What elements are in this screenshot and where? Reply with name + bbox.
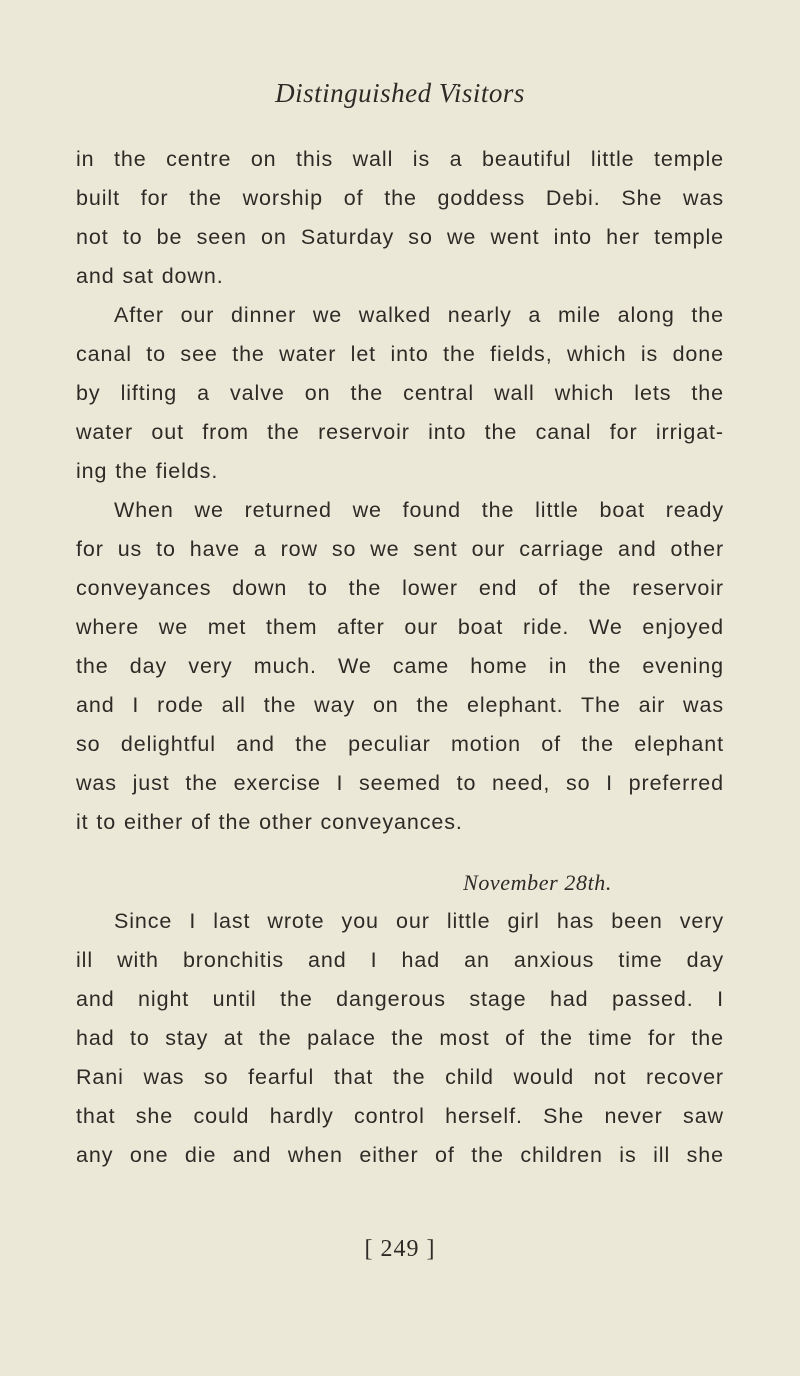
text-line: Since I last wrote you our little girl has been very bbox=[114, 909, 724, 933]
letter-date: November 28th. bbox=[463, 870, 612, 895]
text-line: built for the worship of the goddess Debi. She was bbox=[76, 186, 724, 210]
text-line: When we returned we found the little boat ready bbox=[114, 498, 724, 522]
paragraph-1 bbox=[76, 140, 724, 296]
page-number: [ 249 ] bbox=[364, 1236, 436, 1262]
text-line: it to either of the other conveyances. bbox=[76, 810, 463, 834]
running-head: Distinguished Visitors bbox=[275, 78, 525, 108]
paragraph-4 bbox=[76, 902, 724, 1175]
text-line: had to stay at the palace the most of the time for the bbox=[76, 1026, 724, 1050]
paragraph-3 bbox=[76, 491, 724, 842]
text-line: so delightful and the peculiar motion of the elephant bbox=[76, 732, 724, 756]
text-line: the day very much. We came home in the evening bbox=[76, 654, 724, 678]
text-line: where we met them after our boat ride. We enjoyed bbox=[76, 615, 724, 639]
text-line: by lifting a valve on the central wall which lets the bbox=[76, 381, 724, 405]
paragraph-2 bbox=[76, 296, 724, 491]
text-line: that she could hardly control herself. She never saw bbox=[76, 1104, 724, 1128]
text-line: and I rode all the way on the elephant. The air was bbox=[76, 693, 724, 717]
text-line: and night until the dangerous stage had passed. I bbox=[76, 987, 724, 1011]
text-line: not to be seen on Saturday so we went into her temple bbox=[76, 225, 724, 249]
text-line: and sat down. bbox=[76, 264, 224, 288]
text-line: was just the exercise I seemed to need, so I preferred bbox=[76, 771, 724, 795]
body-text bbox=[76, 140, 724, 1175]
text-line: water out from the reservoir into the canal for irrigat- bbox=[76, 420, 724, 444]
text-line: for us to have a row so we sent our carriage and other bbox=[76, 537, 724, 561]
text-line: After our dinner we walked nearly a mile along the bbox=[114, 303, 724, 327]
text-line: conveyances down to the lower end of the reservoir bbox=[76, 576, 724, 600]
text-line: Rani was so fearful that the child would not recover bbox=[76, 1065, 724, 1089]
text-line: in the centre on this wall is a beautiful little temple bbox=[76, 147, 724, 171]
text-line: ing the fields. bbox=[76, 459, 219, 483]
text-line: canal to see the water let into the fields, which is done bbox=[76, 342, 724, 366]
text-line: ill with bronchitis and I had an anxious time day bbox=[76, 948, 724, 972]
text-line: any one die and when either of the children is ill she bbox=[76, 1143, 724, 1167]
